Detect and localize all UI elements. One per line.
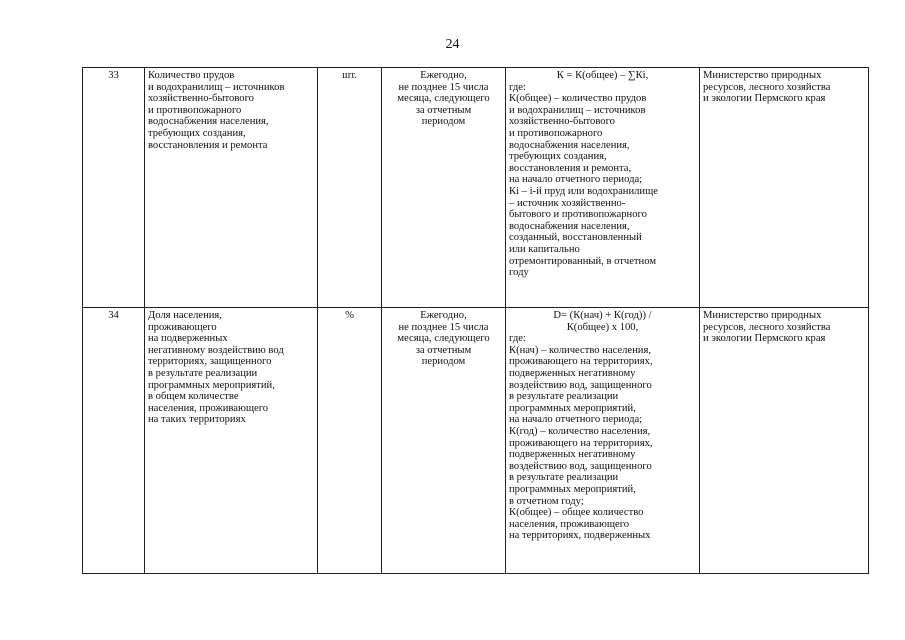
indicators-table <box>82 67 869 574</box>
indicator-name-cell: Количество прудов и водохранилищ – источников хозяйственно-бытового и противопожарного водоснабжения населения, требующих создания, восстановления и ремонта <box>145 68 318 308</box>
responsible-org-cell: Министерство природных ресурсов, лесного хозяйства и экологии Пермского края <box>700 68 869 308</box>
formula-description: где: К(общее) – количество прудов и водохранилищ – источников хозяйственно-бытового и противопожарного водоснабжения населения, требующих создания, восстановления и ремонта, на начало отчетного периода; Кi – i-й пруд или водохранилище – источник хозяйственно- бытового и противопожарного водоснабжения населения, созданный, восстановленный или капитально отремонтированный, в отчетном году <box>509 81 658 279</box>
page-number: 24 <box>445 37 460 52</box>
unit-cell: % <box>318 308 382 574</box>
period-cell: Ежегодно, не позднее 15 числа месяца, следующего за отчетным периодом <box>382 308 506 574</box>
formula-cell <box>506 308 700 574</box>
unit-cell: шт. <box>318 68 382 308</box>
indicator-name-cell: Доля населения, проживающего на подверженных негативному воздействию вод территориях, защищенного в результате реализации программных мероприятий, в общем количестве населения, проживающего на таких территориях <box>145 308 318 574</box>
formula-cell <box>506 68 700 308</box>
period-cell: Ежегодно, не позднее 15 числа месяца, следующего за отчетным периодом <box>382 68 506 308</box>
table-row <box>83 68 869 308</box>
responsible-org-cell: Министерство природных ресурсов, лесного хозяйства и экологии Пермского края <box>700 308 869 574</box>
table-row <box>83 308 869 574</box>
row-number-cell: 34 <box>83 308 145 574</box>
row-number-cell: 33 <box>83 68 145 308</box>
formula-description: где: К(нач) – количество населения, проживающего на территориях, подверженных негативному воздействию вод, защищенного в результате реализации программных мероприятий, на начало отчетного периода; К(год) – количество населения, проживающего на территориях, подверженных негативному воздействию вод, защищенного в результате реализации программных мероприятий, в отчетном году; К(общее) – общее количество населения, проживающего на территориях, подверженных <box>509 333 653 542</box>
formula-expression: D= (К(нач) + К(год)) / К(общее) х 100, <box>553 310 652 333</box>
formula-expression: К = К(общее) – ∑Кi, <box>556 70 649 81</box>
